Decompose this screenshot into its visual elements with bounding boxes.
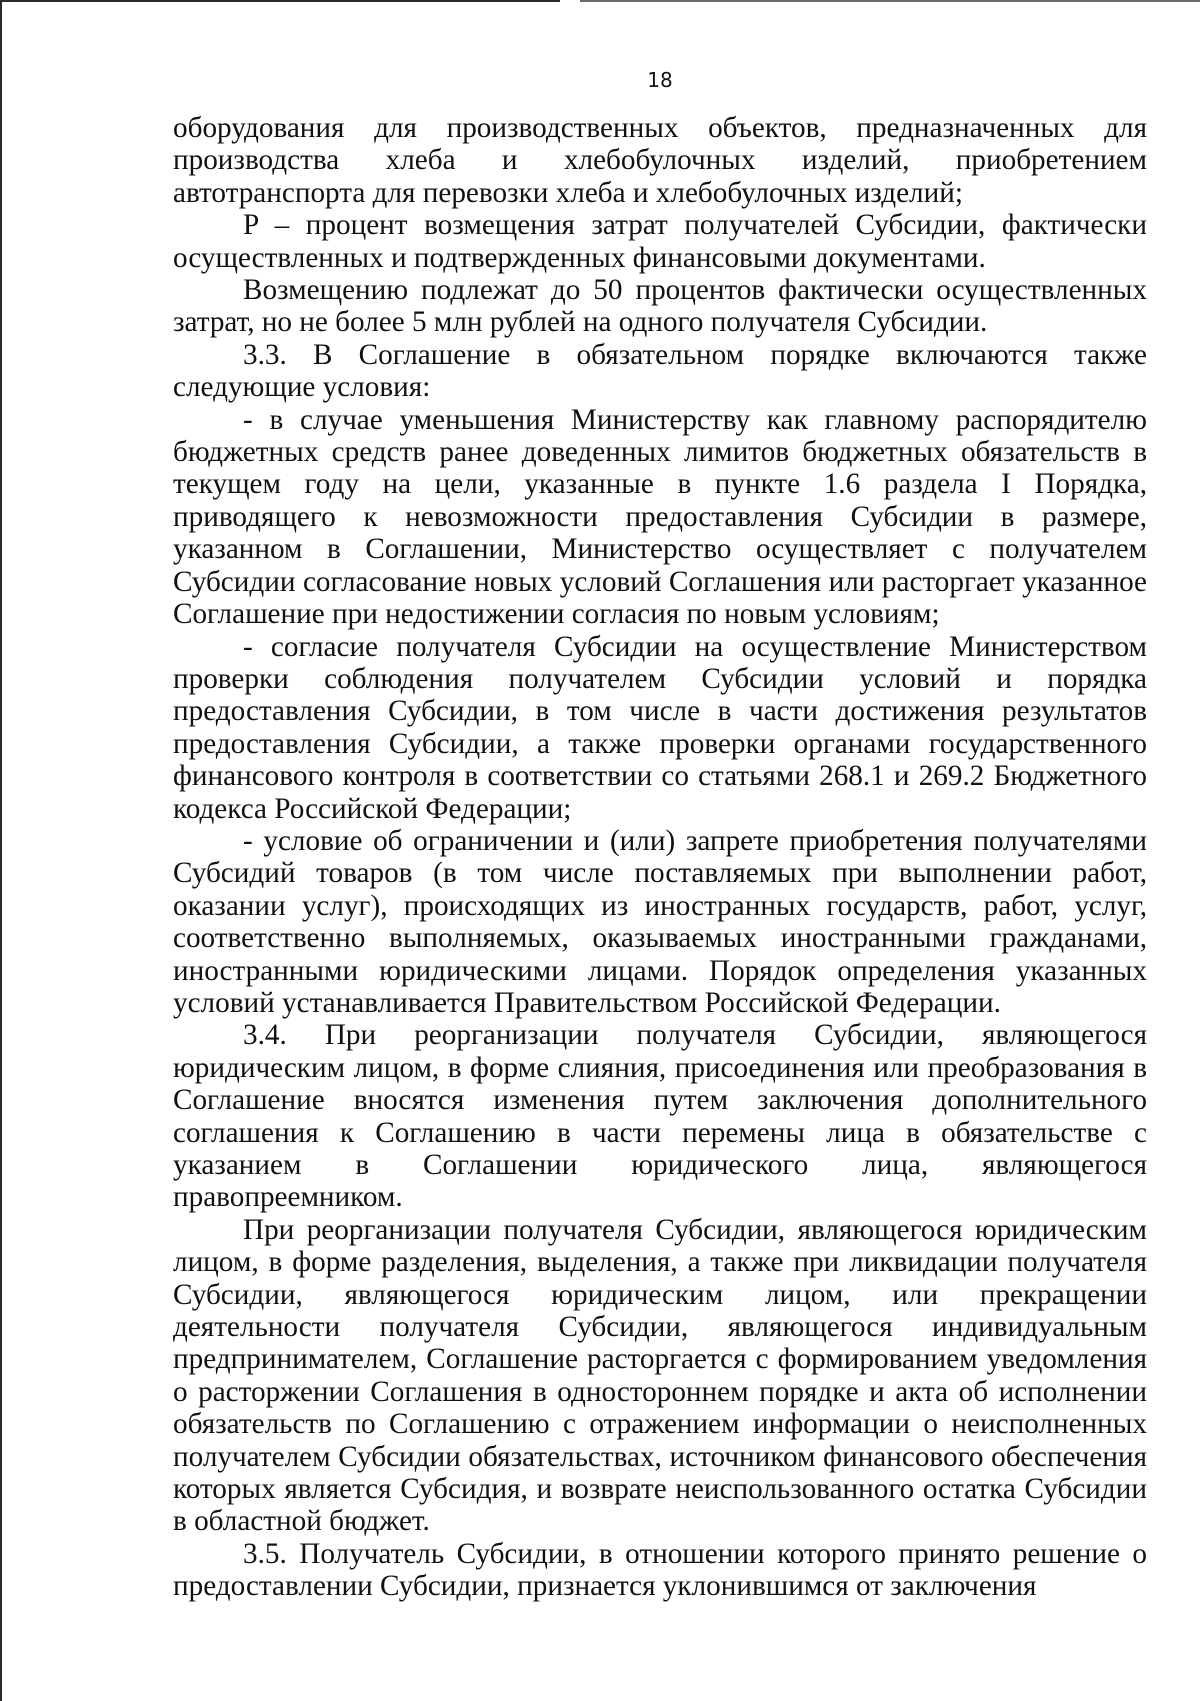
- scan-border-top: [0, 0, 560, 2]
- document-body: [173, 112, 1147, 1603]
- paragraph-clause-3-5: 3.5. Получатель Субсидии, в отношении которого принято решение о предоставлении Субсидии, признается уклонившимся от заключения: [173, 1537, 1147, 1603]
- paragraph-reorganization-termination: При реорганизации получателя Субсидии, являющегося юридическим лицом, в форме разделения, выделения, а также при ликвидации получателя Субсидии, являющегося юридическим лицом, или прекращении деятельности получателя Субсидии, являющегося индивидуальным предпринимателем, Соглашение расторгается с формированием уведомления о расторжении Соглашения в одностороннем порядке и акта об исполнении обязательств по Соглашению с отражением информации о неисполненных получателем Субсидии обязательствах, источником финансового обеспечения которых является Субсидия, и возврате неиспользованного остатка Субсидии в областной бюджет.: [173, 1213, 1147, 1538]
- page-number: 18: [647, 68, 673, 92]
- paragraph-p-definition: P – процент возмещения затрат получателей Субсидии, фактически осуществленных и подтвержденных финансовыми документами.: [173, 209, 1147, 274]
- paragraph-clause-3-4: 3.4. При реорганизации получателя Субсидии, являющегося юридическим лицом, в форме слияния, присоединения или преобразования в Соглашение вносятся изменения путем заключения дополнительного соглашения к Соглашению в части перемены лица в обязательстве с указанием в Соглашении юридического лица, являющегося правопреемником.: [173, 1019, 1147, 1214]
- list-item-inspection-consent: - согласие получателя Субсидии на осуществление Министерством проверки соблюдения получателем Субсидии условий и порядка предоставления Субсидии, в том числе в части достижения результатов предоставления Субсидии, а также проверки органами государственного финансового контроля в соответствии со статьями 268.1 и 269.2 Бюджетного кодекса Российской Федерации;: [173, 630, 1147, 825]
- paragraph-compensation-limit: Возмещению подлежат до 50 процентов фактически осуществленных затрат, но не более 5 млн рублей на одного получателя Субсидии.: [173, 274, 1147, 339]
- list-item-foreign-goods-restriction: - условие об ограничении и (или) запрете приобретения получателями Субсидий товаров (в том числе поставляемых при выполнении работ, оказании услуг), происходящих из иностранных государств, работ, услуг, соответственно выполняемых, оказываемых иностранными гражданами, иностранными юридическими лицами. Порядок определения указанных условий устанавливается Правительством Российской Федерации.: [173, 824, 1147, 1019]
- scan-border-top-right: [580, 0, 1200, 2]
- paragraph-continuation: оборудования для производственных объектов, предназначенных для производства хлеба и хлебобулочных изделий, приобретением автотранспорта для перевозки хлеба и хлебобулочных изделий;: [173, 112, 1147, 209]
- list-item-limits-reduction: - в случае уменьшения Министерству как главному распорядителю бюджетных средств ранее доведенных лимитов бюджетных обязательств в текущем году на цели, указанные в пункте 1.6 раздела I Порядка, приводящего к невозможности предоставления Субсидии в размере, указанном в Соглашении, Министерство осуществляет с получателем Субсидии согласование новых условий Соглашения или расторгает указанное Соглашение при недостижении согласия по новым условиям;: [173, 403, 1147, 631]
- paragraph-clause-3-3: 3.3. В Соглашение в обязательном порядке включаются также следующие условия:: [173, 338, 1147, 404]
- scan-border-left: [0, 0, 2, 1701]
